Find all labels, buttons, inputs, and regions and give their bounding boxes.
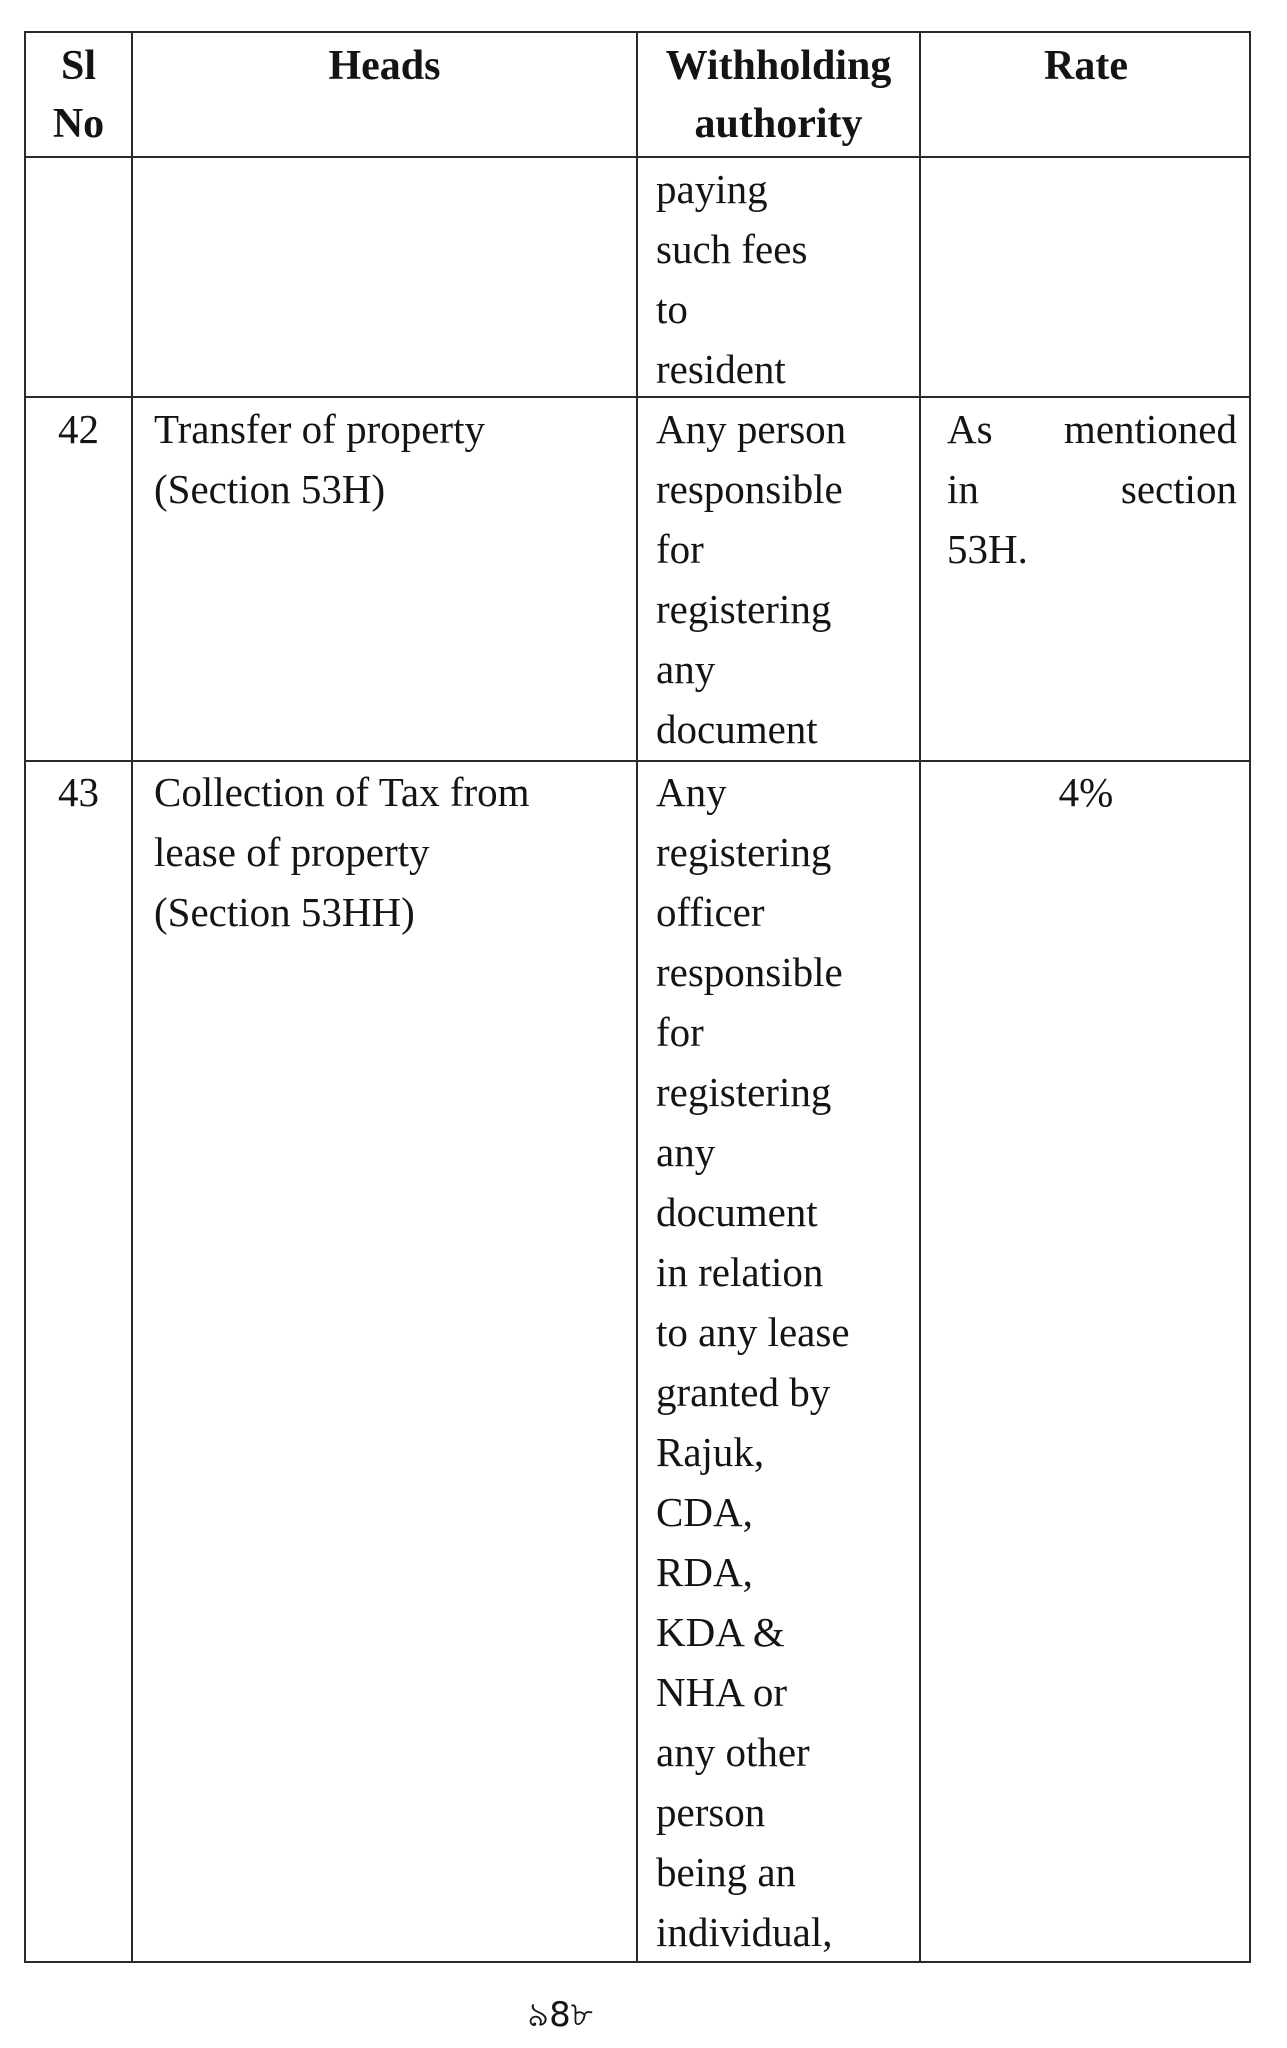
header-rate: Rate (1044, 43, 1128, 89)
header-heads: Heads (328, 43, 441, 89)
column-divider (131, 33, 133, 1961)
column-divider (636, 33, 638, 1961)
row-42-rate: As mentioned in section 53H. (947, 406, 1237, 572)
tax-withholding-table (24, 31, 1251, 1963)
row-43-sl-no: 43 (58, 769, 99, 815)
continuation-withholding-cell: paying such fees to resident (656, 166, 808, 392)
header-sl-no: Sl No (52, 43, 105, 147)
row-43-heads: Collection of Tax from lease of property (Section 53HH) (154, 769, 530, 935)
row-42-sl-no: 42 (58, 406, 99, 452)
row-42-heads: Transfer of property (Section 53H) (154, 406, 485, 512)
row-divider (26, 396, 1249, 398)
row-divider (26, 156, 1249, 158)
row-43-rate: 4% (1058, 769, 1114, 815)
page-number: ৯8৮ (527, 1995, 593, 2035)
row-43-withholding-authority: Any registering officer responsible for registering any document in relation to any lease granted by Rajuk, CDA, RDA, KDA & NHA or any other person being an individual, (656, 769, 850, 1955)
column-divider (919, 33, 921, 1961)
header-withholding-authority: Withholding authority (665, 43, 892, 147)
row-42-withholding-authority: Any person responsible for registering any document (656, 406, 847, 752)
